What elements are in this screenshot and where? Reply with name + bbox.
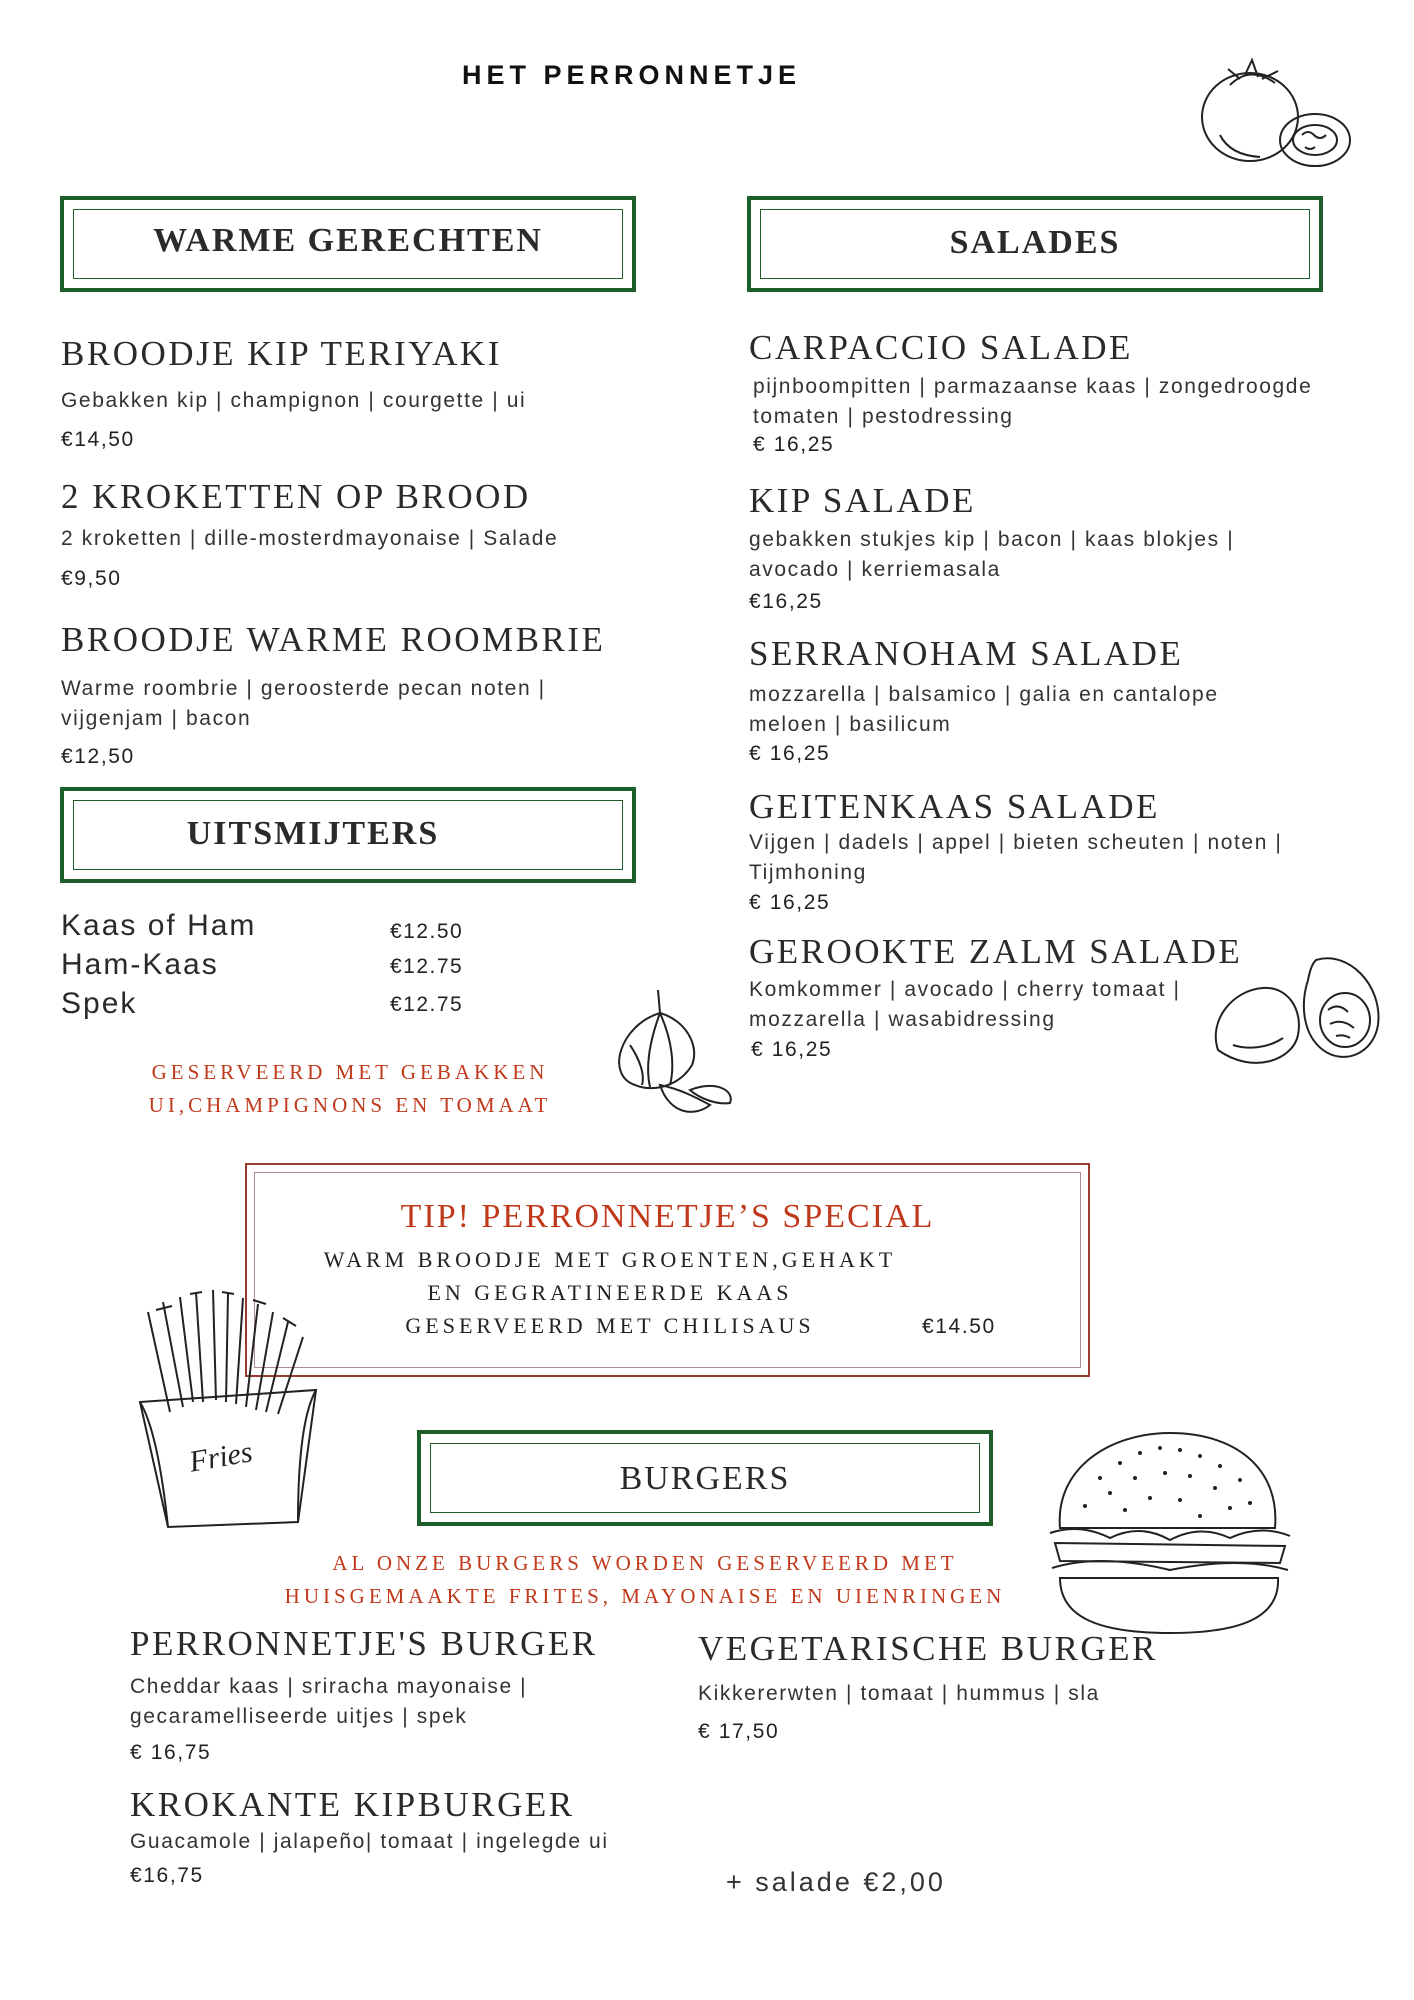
menu-item-title: BROODJE KIP TERIYAKI bbox=[61, 334, 502, 373]
desc-line: vijgenjam | bacon bbox=[61, 707, 252, 730]
menu-item-description bbox=[753, 372, 1312, 432]
section-title: SALADES bbox=[949, 224, 1121, 261]
menu-item-price: €12,50 bbox=[61, 745, 135, 768]
section-title: UITSMIJTERS bbox=[186, 815, 440, 852]
restaurant-name: HET PERRONNETJE bbox=[462, 60, 802, 90]
uitsmijter-price: €12.75 bbox=[390, 955, 464, 978]
section-title: WARME GERECHTEN bbox=[153, 222, 543, 259]
desc-line: gecaramelliseerde uitjes | spek bbox=[130, 1705, 468, 1728]
menu-item-price: € 16,25 bbox=[749, 742, 831, 765]
desc-line: avocado | kerriemasala bbox=[749, 558, 1001, 581]
desc-line: tomaten | pestodressing bbox=[753, 405, 1014, 428]
menu-item-description bbox=[749, 525, 1234, 585]
menu-item-price: € 16,75 bbox=[130, 1741, 212, 1764]
desc-line: mozzarella | balsamico | galia en cantalope bbox=[749, 683, 1219, 706]
menu-item-title: VEGETARISCHE BURGER bbox=[698, 1629, 1158, 1668]
menu-item-description bbox=[749, 680, 1219, 740]
uitsmijter-price: €12.50 bbox=[390, 920, 464, 943]
menu-item-description bbox=[130, 1672, 527, 1732]
menu-item-title: SERRANOHAM SALADE bbox=[749, 634, 1184, 673]
menu-item-price: € 17,50 bbox=[698, 1720, 780, 1743]
menu-item-description: Kikkererwten | tomaat | hummus | sla bbox=[698, 1682, 1100, 1705]
desc-line: EN GEGRATINEERDE KAAS bbox=[427, 1280, 793, 1305]
menu-item-description bbox=[749, 828, 1282, 888]
salade-extra: + salade €2,00 bbox=[726, 1867, 946, 1897]
menu-item-title: PERRONNETJE'S BURGER bbox=[130, 1624, 598, 1663]
menu-item-title: KIP SALADE bbox=[749, 481, 976, 520]
menu-item-title: BROODJE WARME ROOMBRIE bbox=[61, 620, 606, 659]
uitsmijters-header bbox=[60, 787, 636, 883]
note-line: HUISGEMAAKTE FRITES, MAYONAISE EN UIENRINGEN bbox=[284, 1584, 1006, 1608]
burgers-header bbox=[417, 1430, 993, 1526]
menu-item-description: Gebakken kip | champignon | courgette | ui bbox=[61, 389, 527, 412]
desc-line: meloen | basilicum bbox=[749, 713, 952, 736]
menu-item-description: Guacamole | jalapeño| tomaat | ingelegde ui bbox=[130, 1830, 609, 1853]
desc-line: Cheddar kaas | sriracha mayonaise | bbox=[130, 1675, 528, 1698]
menu-item-price: € 16,25 bbox=[749, 891, 831, 914]
uitsmijter-item: Ham-Kaas bbox=[61, 948, 219, 981]
special-title: TIP! PERRONNETJE’S SPECIAL bbox=[400, 1198, 935, 1235]
menu-item-price: €16,25 bbox=[749, 590, 823, 613]
uitsmijters-note bbox=[100, 1056, 600, 1122]
menu-item-title: GEROOKTE ZALM SALADE bbox=[749, 932, 1243, 971]
uitsmijter-item: Kaas of Ham bbox=[61, 909, 257, 942]
garlic-icon bbox=[600, 985, 740, 1120]
tomato-icon bbox=[1190, 55, 1350, 175]
uitsmijter-price: €12.75 bbox=[390, 993, 464, 1016]
menu-item-description bbox=[749, 975, 1181, 1035]
menu-item-title: CARPACCIO SALADE bbox=[749, 328, 1133, 367]
desc-line: Tijmhoning bbox=[749, 861, 867, 884]
menu-item-description bbox=[61, 674, 546, 734]
note-line: GESERVEERD MET GEBAKKEN bbox=[151, 1060, 549, 1084]
note-line: UI,CHAMPIGNONS EN TOMAAT bbox=[148, 1093, 552, 1117]
special-description bbox=[245, 1243, 975, 1342]
note-line: AL ONZE BURGERS WORDEN GESERVEERD MET bbox=[332, 1551, 958, 1575]
desc-line: mozzarella | wasabidressing bbox=[749, 1008, 1056, 1031]
desc-line: gebakken stukjes kip | bacon | kaas blokjes | bbox=[749, 528, 1235, 551]
desc-line: WARM BROODJE MET GROENTEN,GEHAKT bbox=[323, 1247, 897, 1272]
desc-line: GESERVEERD MET CHILISAUS bbox=[405, 1313, 815, 1338]
menu-item-price: €16,75 bbox=[130, 1864, 204, 1887]
menu-item-title: 2 KROKETTEN OP BROOD bbox=[61, 477, 531, 516]
menu-item-price: €14,50 bbox=[61, 428, 135, 451]
uitsmijter-item: Spek bbox=[61, 987, 138, 1020]
warme-gerechten-header bbox=[60, 196, 636, 292]
desc-line: Warme roombrie | geroosterde pecan noten | bbox=[61, 677, 546, 700]
desc-line: pijnboompitten | parmazaanse kaas | zongedroogde bbox=[753, 375, 1313, 398]
fries-icon bbox=[128, 1282, 328, 1532]
menu-item-title: KROKANTE KIPBURGER bbox=[130, 1785, 575, 1824]
section-title: BURGERS bbox=[619, 1460, 791, 1497]
svg-text:Fries: Fries bbox=[186, 1435, 255, 1479]
menu-item-price: € 16,25 bbox=[753, 433, 835, 456]
menu-item-description: 2 kroketten | dille-mosterdmayonaise | Salade bbox=[61, 527, 559, 550]
burgers-note bbox=[200, 1547, 1090, 1613]
avocado-icon bbox=[1208, 950, 1388, 1075]
menu-item-price: € 16,25 bbox=[751, 1038, 833, 1061]
desc-line: Komkommer | avocado | cherry tomaat | bbox=[749, 978, 1181, 1001]
menu-item-price: €9,50 bbox=[61, 567, 122, 590]
special-price: €14.50 bbox=[922, 1315, 996, 1338]
desc-line: Vijgen | dadels | appel | bieten scheuten | noten | bbox=[749, 831, 1283, 854]
salades-header bbox=[747, 196, 1323, 292]
menu-item-title: GEITENKAAS SALADE bbox=[749, 787, 1160, 826]
